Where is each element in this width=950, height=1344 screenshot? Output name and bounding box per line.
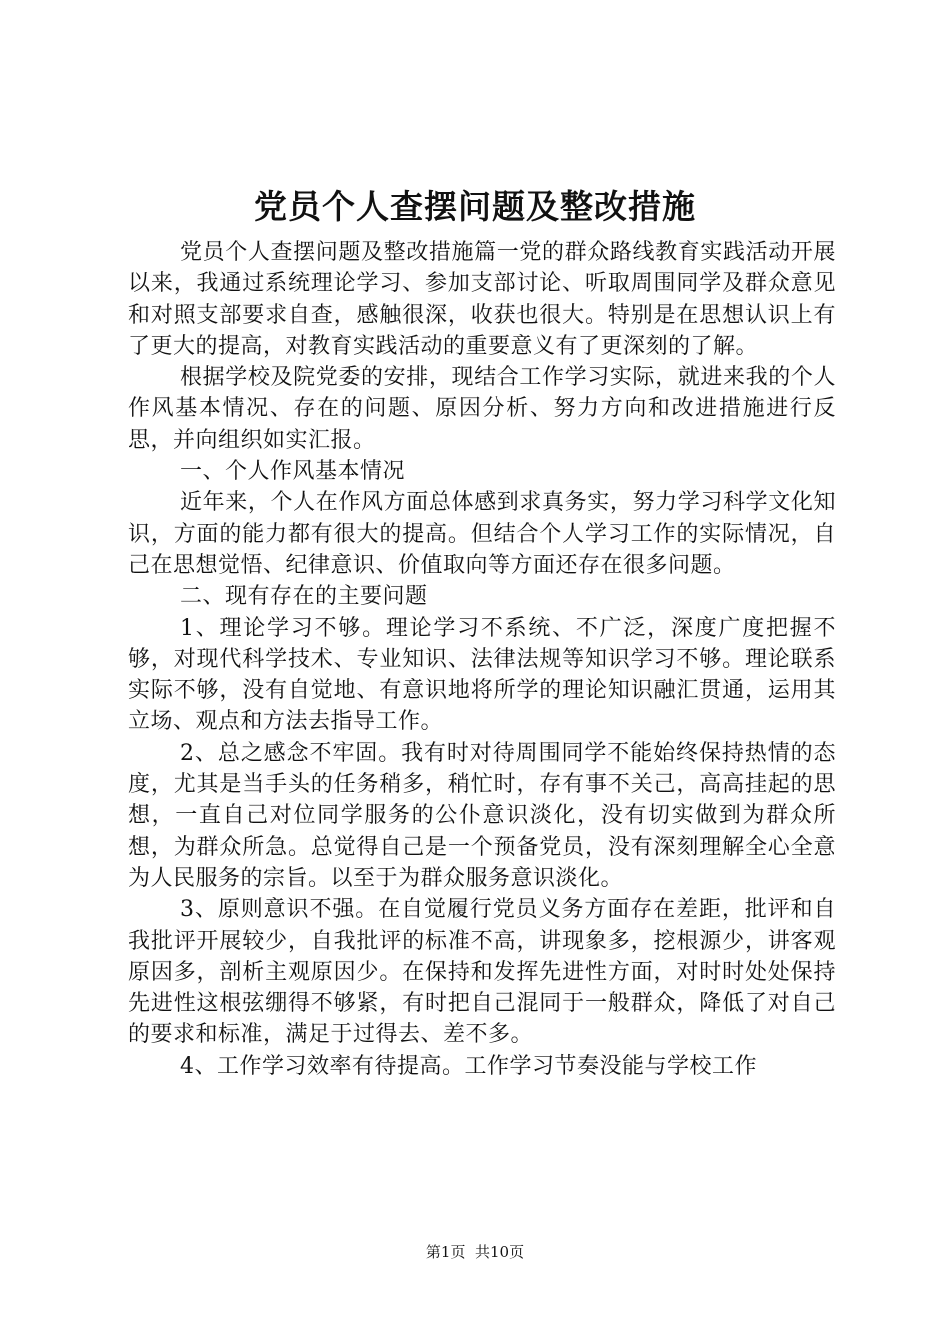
document-title: 党员个人查摆问题及整改措施: [254, 187, 696, 226]
document-body: [128, 237, 836, 1082]
page-number-footer: 第1页 共10页: [425, 1243, 525, 1261]
paragraph-intro: 党员个人查摆问题及整改措施篇一党的群众路线教育实践活动开展以来，我通过系统理论学习、参加支部讨论、听取周围同学及群众意见和对照支部要求自查，感触很深，收获也很大。特别是在思想认识上有了更大的提高，对教育实践活动的重要意义有了更深刻的了解。: [128, 240, 836, 359]
section-heading-basic-situation: 一、个人作风基本情况: [180, 459, 406, 485]
paragraph-problem-4: 4、工作学习效率有待提高。工作学习节奏没能与学校工作: [180, 1053, 757, 1079]
paragraph-arrangement: 根据学校及院党委的安排，现结合工作学习实际，就进来我的个人作风基本情况、存在的问题、原因分析、努力方向和改进措施进行反思，并向组织如实汇报。: [128, 365, 836, 453]
paragraph-problem-3: 3、原则意识不强。在自觉履行党员义务方面存在差距，批评和自我批评开展较少，自我批评的标准不高，讲现象多，挖根源少，讲客观原因多，剖析主观原因少。在保持和发挥先进性方面，对时时处处保持先进性这根弦绷得不够紧，有时把自己混同于一般群众，降低了对自己的要求和标准，满足于过得去、差不多。: [128, 897, 836, 1048]
paragraph-basic-situation: 近年来，个人在作风方面总体感到求真务实，努力学习科学文化知识，方面的能力都有很大的提高。但结合个人学习工作的实际情况，自己在思想觉悟、纪律意识、价值取向等方面还存在很多问题。: [128, 490, 836, 578]
section-heading-main-problems: 二、现有存在的主要问题: [180, 584, 428, 610]
paragraph-problem-2: 2、总之感念不牢固。我有时对待周围同学不能始终保持热情的态度，尤其是当手头的任务稍多，稍忙时，存有事不关己，高高挂起的思想，一直自己对位同学服务的公仆意识淡化，没有切实做到为群众所想，为群众所急。总觉得自己是一个预备党员，没有深刻理解全心全意为人民服务的宗旨。以至于为群众服务意识淡化。: [128, 740, 836, 891]
paragraph-problem-1: 1、理论学习不够。理论学习不系统、不广泛，深度广度把握不够，对现代科学技术、专业知识、法律法规等知识学习不够。理论联系实际不够，没有自觉地、有意识地将所学的理论知识融汇贯通，运用其立场、观点和方法去指导工作。: [128, 615, 836, 735]
